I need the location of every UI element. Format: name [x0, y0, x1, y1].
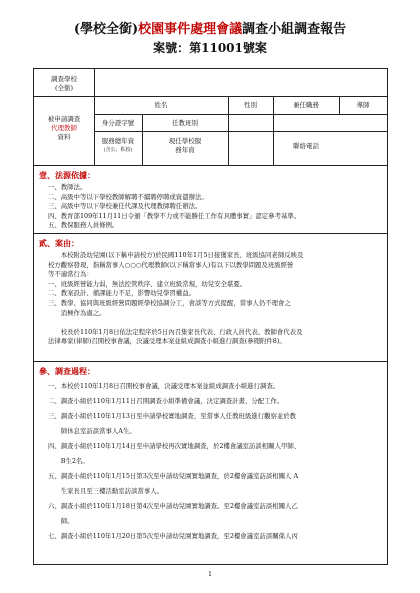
- gender-label: 性別: [244, 101, 257, 109]
- title-prefix: (學校全銜): [73, 22, 139, 37]
- section-2-line: 校長於110年1月8日依法定程序於5日內召集家長代表、行政人員代表、教師會代表及: [48, 327, 303, 336]
- section-3-line: 三、調查小組於110年1月13日至申請學校實地調查，至當事人任教班級進行觀察並於教: [48, 412, 297, 420]
- section-1-line: 五、教保服務人員條例。: [48, 221, 119, 230]
- applicant-label-1: 被申請調查: [47, 115, 81, 123]
- school-years-label-2: 務年資: [175, 146, 195, 154]
- position-label: 兼任職務: [293, 101, 319, 109]
- title-highlight: 校園事件處理會議: [138, 22, 243, 37]
- school-label: 調查學校: [51, 75, 77, 83]
- section-1-line: 三、高級中等以下學校兼任代課及代理教師聘任辦法。: [48, 202, 202, 211]
- section-2-line: 等不適當行為：: [48, 270, 93, 279]
- section-2-line: 一、班級經營能力弱，無法控管秩序、建立班級常規，幼兒安全堪憂。: [48, 279, 247, 288]
- section-3-line: B生2名。: [48, 457, 89, 465]
- applicant-label-2: 代理教師: [51, 124, 77, 132]
- section-2-body: [48, 251, 383, 347]
- position-value: 導師: [356, 101, 370, 109]
- section-1-line: 二、高級中等以下學校教師解聘不續聘停聘或資遣辦法。: [48, 192, 208, 201]
- section-2-heading: 貳、案由：: [39, 238, 79, 248]
- section-3-line: 五、調查小組於110年1月15日第3次至申請幼兒園實地調查，於2樓會議室訪談相關人 A: [48, 472, 299, 480]
- section-3-line: 七、調查小組於110年1月20日第5次至申請幼兒園實地調查，至2樓會議室訪談關係人丙: [48, 532, 298, 540]
- id-number-label: 身分證字號: [101, 119, 135, 127]
- section-3-line: 四、調查小組於110年1月14日至申請學校再次實地調查，於2樓會議室訪談相關人甲師、: [48, 442, 301, 450]
- section-1-line: 四、教育部109年11月11日令頒「教學不力或不能勝任工作有具體事實」認定參考基準。: [48, 211, 301, 220]
- case-number: 案號：第11001號案: [153, 41, 267, 55]
- phone-label: 聯絡電話: [293, 142, 319, 150]
- section-3-line: 生家長且至三樓活動室訪談當事人。: [48, 487, 164, 495]
- applicant-label-3: 資料: [57, 133, 71, 141]
- school-sub-label: (全銜): [54, 84, 74, 92]
- section-3-heading: 參、調查過程：: [39, 366, 95, 376]
- section-2-line: 本校附設幼兒園(以下稱申請校方)於民國110年1月5日接獲家長、班級協同老師反映及: [48, 251, 304, 259]
- section-3-line: 一、本校於110年1月8日召開校事會議，決議受理本案並組成調查小組進行調查。: [48, 382, 280, 390]
- section-1-line: 一、教師法。: [48, 183, 87, 191]
- school-years-label-1: 現任學校服: [168, 137, 202, 145]
- section-1-body: [48, 183, 383, 231]
- title-suffix: 調查小組調查報告: [242, 22, 347, 37]
- section-1-heading: 壹、法源依據：: [39, 170, 95, 180]
- page-number: 1: [208, 571, 212, 578]
- section-3-body: [48, 379, 383, 544]
- section-2-line: 校方觀察發現，指稱當事人○○○代理教師(以下稱當事人)有以下以教學問題及班級經營: [48, 260, 294, 269]
- section-3-line: 六、調查小組於110年1月18日第4次至申請幼兒園實地調查。至2樓會議室訪談相關人乙: [48, 502, 298, 510]
- section-2-line: 三、教學、協同與班級經營問題經學校協調分工，會談等方式提醒，當事人仍不理會之: [48, 298, 291, 307]
- section-2-line: 法律專家(律師)召開校事會議，決議受理本案並組成調查小組進行調查(參閱附件8)。: [48, 337, 286, 346]
- report-table: [33, 68, 388, 565]
- section-2-line: 二、教案設計、備課能力不足，影響幼兒學習權益。: [48, 289, 195, 298]
- class-taught-label: 任教班別: [172, 119, 198, 127]
- service-years-sub: (含公、私校): [103, 147, 133, 153]
- section-2-line: 消極作為處之。: [48, 308, 106, 317]
- name-label: 姓名: [154, 101, 168, 109]
- document-title: [0, 22, 420, 38]
- service-years-label: 服務總年資: [101, 137, 135, 145]
- section-3-line: 師。: [48, 517, 74, 525]
- section-3-line: 二、調查小組於110年1月11日召開調查小組準備會議，決定調查計畫、分配工作。: [48, 397, 284, 405]
- section-2-line: [48, 318, 383, 328]
- section-3-line: 師休息室訪談當事人A生。: [48, 427, 136, 435]
